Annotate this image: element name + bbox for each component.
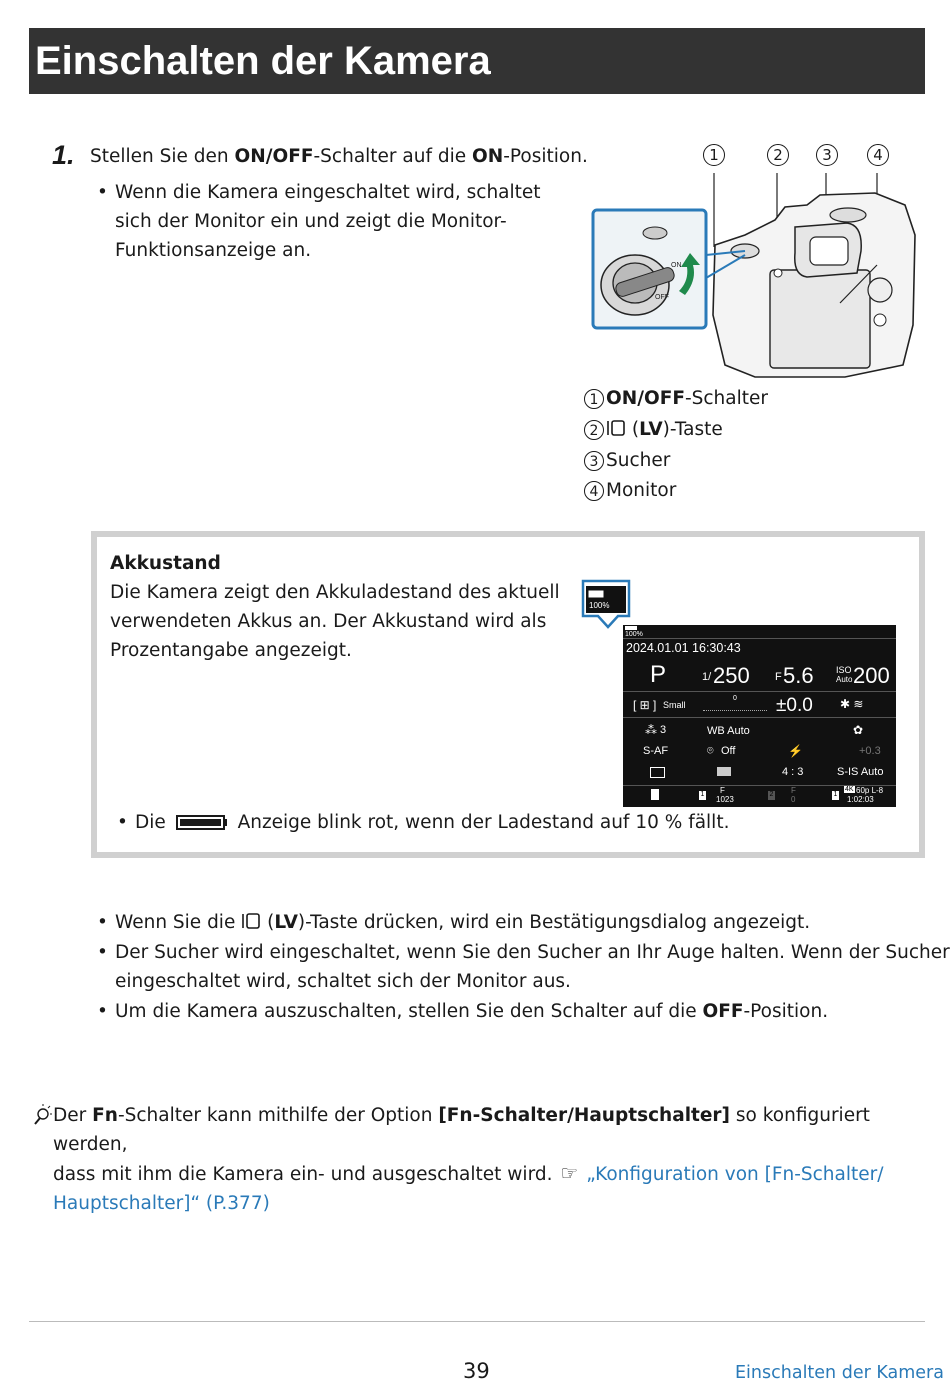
battery-zoom-callout — [580, 578, 636, 630]
screen-iso: 200 — [853, 663, 890, 688]
legend-item-3: 3 Sucher — [584, 446, 670, 475]
pointing-hand-icon: ☞ — [560, 1161, 579, 1185]
screen-rec-time: 1:02:03 — [847, 795, 874, 804]
screen-card1-count: 1023 — [716, 795, 734, 804]
tip-text: Der Fn-Schalter kann mithilfe der Option [Fn-Schalter/Hauptschalter] so konfiguriert werden, dass mit ihm die Kamera ein- und ausgeschaltet wird. ☞ „Konfiguration von [Fn-Schalter/ Hauptschalter]“ (P.377) — [53, 1105, 884, 1214]
legend-item-4: 4 Monitor — [584, 476, 676, 505]
battery-description: Die Kamera zeigt den Akkuladestand des aktuell verwendeten Akkus an. Der Akkustand wird als Prozentangabe angezeigt. — [110, 582, 560, 661]
callout-3: 3 — [816, 144, 838, 166]
legend-item-1: 1 ON/OFF-Schalter — [584, 384, 768, 413]
step-number: 1. — [52, 140, 75, 170]
monitor-screen: 100% 2024.01.01 16:30:43 P 1/ 250 F 5.6 ISO Auto 200 [ ⊞ ] Small 0 ±0.0 ✱ ≋ ⁂ 3 WB Auto ✿ S-AF ⌾ Off ⚡ +0.3 4 : 3 S-IS Auto 1 F 1023 2 F 0 1 4K 60p L-8 1:02:03 — [623, 625, 896, 807]
switch-off-label: OFF — [655, 294, 669, 301]
config-link[interactable]: „Konfiguration von [Fn-Schalter/ — [586, 1164, 884, 1185]
screen-mode: P — [650, 661, 667, 688]
title-bar — [29, 28, 925, 94]
screen-card2-count: 0 — [791, 795, 796, 804]
zoom-battery-label: 100% — [589, 601, 610, 610]
screen-wb: WB Auto — [707, 725, 750, 737]
switch-on-label: ON — [671, 262, 682, 269]
step-bullet: • Wenn die Kamera eingeschaltet wird, schaltet sich der Monitor ein und zeigt die Monitor- Funktionsanzeige an. — [115, 178, 541, 265]
page-title: Einschalten der Kamera — [35, 39, 491, 83]
legend-item-2: 2 (LV)-Taste — [584, 415, 723, 444]
callout-1: 1 — [703, 144, 725, 166]
screen-battery-percent: 100% — [625, 631, 643, 638]
screen-aspect: 4 : 3 — [782, 766, 804, 778]
tip-icon — [31, 1104, 53, 1128]
step-text: Stellen Sie den ON/OFF-Schalter auf die ON-Position. — [90, 146, 588, 167]
footer-divider — [29, 1321, 925, 1322]
screen-ev: ±0.0 — [776, 695, 813, 716]
note-lv-button: • Wenn Sie die (LV)-Taste drücken, wird ein Bestätigungsdialog angezeigt. — [115, 908, 810, 937]
battery-heading: Akkustand — [110, 553, 221, 574]
config-link-cont[interactable]: Hauptschalter]“ (P.377) — [53, 1193, 270, 1214]
camera-illustration — [585, 165, 925, 385]
screen-size: Small — [663, 700, 686, 710]
battery-bullet: • Die Anzeige blink rot, wenn der Ladestand auf 10 % fällt. — [135, 808, 729, 837]
lv-icon — [606, 419, 626, 437]
callout-4: 4 — [867, 144, 889, 166]
battery-icon — [625, 626, 637, 630]
screen-is: S-IS Auto — [837, 766, 884, 778]
note-switch-off: • Um die Kamera auszuschalten, stellen Sie den Schalter auf die OFF-Position. — [115, 997, 828, 1026]
screen-af: S-AF — [643, 745, 669, 757]
screen-shutter: 250 — [713, 663, 750, 688]
callout-2: 2 — [767, 144, 789, 166]
footer-section-link[interactable]: Einschalten der Kamera — [735, 1363, 944, 1383]
page-number: 39 — [463, 1359, 490, 1383]
screen-datetime: 2024.01.01 16:30:43 — [626, 641, 741, 655]
screen-aperture: 5.6 — [783, 663, 814, 688]
battery-full-icon — [176, 813, 228, 831]
note-viewfinder: • Der Sucher wird eingeschaltet, wenn Sie den Sucher an Ihr Auge halten. Wenn der Sucher eingeschaltet wird, schaltet sich der Monitor aus. — [115, 938, 950, 996]
